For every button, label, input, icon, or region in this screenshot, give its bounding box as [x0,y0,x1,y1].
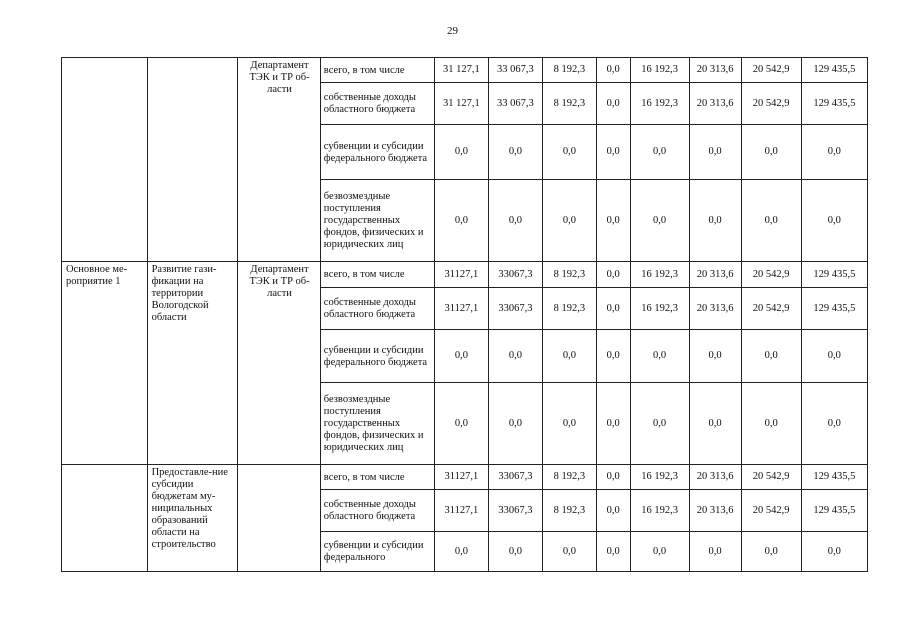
value-cell: 31 127,1 [434,83,488,125]
value-cell: 0,0 [542,125,596,180]
value-cell: 0,0 [488,330,542,383]
value-cell: 0,0 [488,383,542,465]
value-cell: 20 542,9 [741,465,801,490]
value-cell: 0,0 [689,330,741,383]
source-label-cell: всего, в том числе [320,465,434,490]
value-cell: 0,0 [741,125,801,180]
value-cell: 8 192,3 [542,465,596,490]
value-cell: 0,0 [630,532,689,572]
activity-cell [62,465,148,572]
value-cell: 0,0 [434,125,488,180]
value-cell: 33067,3 [488,490,542,532]
value-cell: 0,0 [741,532,801,572]
value-cell: 8 192,3 [542,288,596,330]
value-cell: 8 192,3 [542,58,596,83]
table-row [62,58,868,83]
value-cell: 20 542,9 [741,490,801,532]
value-cell: 0,0 [488,532,542,572]
value-cell: 129 435,5 [801,83,867,125]
value-cell: 16 192,3 [630,490,689,532]
value-cell: 16 192,3 [630,58,689,83]
value-cell: 20 542,9 [741,288,801,330]
source-label-cell: собственные доходы областного бюджета [320,490,434,532]
activity-cell: Основное ме-роприятие 1 [62,262,148,465]
value-cell: 0,0 [434,532,488,572]
program-cell: Развитие гази-фикации на территории Вологодской области [147,262,238,465]
value-cell: 0,0 [801,125,867,180]
value-cell: 0,0 [596,83,630,125]
value-cell: 0,0 [801,383,867,465]
value-cell: 31127,1 [434,288,488,330]
value-cell: 20 313,6 [689,288,741,330]
source-label-cell: субвенции и субсидии федерального бюджета [320,330,434,383]
value-cell: 129 435,5 [801,58,867,83]
executor-cell: Департамент ТЭК и ТР об-ласти [238,58,321,262]
value-cell: 0,0 [689,125,741,180]
value-cell: 0,0 [542,330,596,383]
value-cell: 0,0 [741,383,801,465]
value-cell: 16 192,3 [630,288,689,330]
value-cell: 0,0 [434,383,488,465]
value-cell: 20 542,9 [741,58,801,83]
executor-cell [238,465,321,572]
value-cell: 0,0 [434,180,488,262]
value-cell: 0,0 [741,330,801,383]
source-label-cell: собственные доходы областного бюджета [320,288,434,330]
value-cell: 0,0 [801,330,867,383]
value-cell: 0,0 [741,180,801,262]
activity-cell [62,58,148,262]
value-cell: 8 192,3 [542,83,596,125]
value-cell: 16 192,3 [630,465,689,490]
value-cell: 33067,3 [488,288,542,330]
program-cell [147,58,238,262]
source-label-cell: субвенции и субсидии федерального [320,532,434,572]
value-cell: 0,0 [542,180,596,262]
value-cell: 33 067,3 [488,83,542,125]
source-label-cell: всего, в том числе [320,58,434,83]
value-cell: 0,0 [689,383,741,465]
value-cell: 33067,3 [488,262,542,288]
value-cell: 0,0 [434,330,488,383]
value-cell: 129 435,5 [801,288,867,330]
value-cell: 31127,1 [434,490,488,532]
value-cell: 129 435,5 [801,490,867,532]
value-cell: 0,0 [630,330,689,383]
program-cell: Предоставле-ние субсидии бюджетам му-ниципальных образований области на строительство [147,465,238,572]
value-cell: 129 435,5 [801,465,867,490]
value-cell: 31 127,1 [434,58,488,83]
value-cell: 129 435,5 [801,262,867,288]
page-number: 29 [447,25,458,37]
value-cell: 20 542,9 [741,83,801,125]
value-cell: 33067,3 [488,465,542,490]
value-cell: 0,0 [596,125,630,180]
source-label-cell: безвозмездные поступления государственных фондов, физических и юридических лиц [320,383,434,465]
value-cell: 0,0 [630,180,689,262]
value-cell: 0,0 [542,383,596,465]
value-cell: 20 542,9 [741,262,801,288]
value-cell: 0,0 [596,465,630,490]
table-row [62,465,868,490]
value-cell: 0,0 [630,383,689,465]
table-row [62,262,868,288]
value-cell: 8 192,3 [542,262,596,288]
value-cell: 20 313,6 [689,83,741,125]
source-label-cell: всего, в том числе [320,262,434,288]
value-cell: 0,0 [596,180,630,262]
value-cell: 0,0 [542,532,596,572]
value-cell: 20 313,6 [689,58,741,83]
value-cell: 0,0 [801,180,867,262]
value-cell: 16 192,3 [630,83,689,125]
value-cell: 33 067,3 [488,58,542,83]
value-cell: 0,0 [596,288,630,330]
value-cell: 31127,1 [434,465,488,490]
value-cell: 8 192,3 [542,490,596,532]
source-label-cell: безвозмездные поступления государственных фондов, физических и юридических лиц [320,180,434,262]
value-cell: 0,0 [630,125,689,180]
value-cell: 0,0 [488,180,542,262]
budget-table [61,57,868,572]
source-label-cell: субвенции и субсидии федерального бюджета [320,125,434,180]
value-cell: 0,0 [596,490,630,532]
value-cell: 16 192,3 [630,262,689,288]
source-label-cell: собственные доходы областного бюджета [320,83,434,125]
value-cell: 0,0 [596,532,630,572]
value-cell: 0,0 [801,532,867,572]
value-cell: 31127,1 [434,262,488,288]
value-cell: 0,0 [596,262,630,288]
value-cell: 0,0 [488,125,542,180]
value-cell: 0,0 [596,383,630,465]
value-cell: 0,0 [596,330,630,383]
executor-cell: Департамент ТЭК и ТР об-ласти [238,262,321,465]
value-cell: 20 313,6 [689,465,741,490]
value-cell: 0,0 [689,532,741,572]
value-cell: 20 313,6 [689,490,741,532]
value-cell: 0,0 [689,180,741,262]
value-cell: 0,0 [596,58,630,83]
value-cell: 20 313,6 [689,262,741,288]
